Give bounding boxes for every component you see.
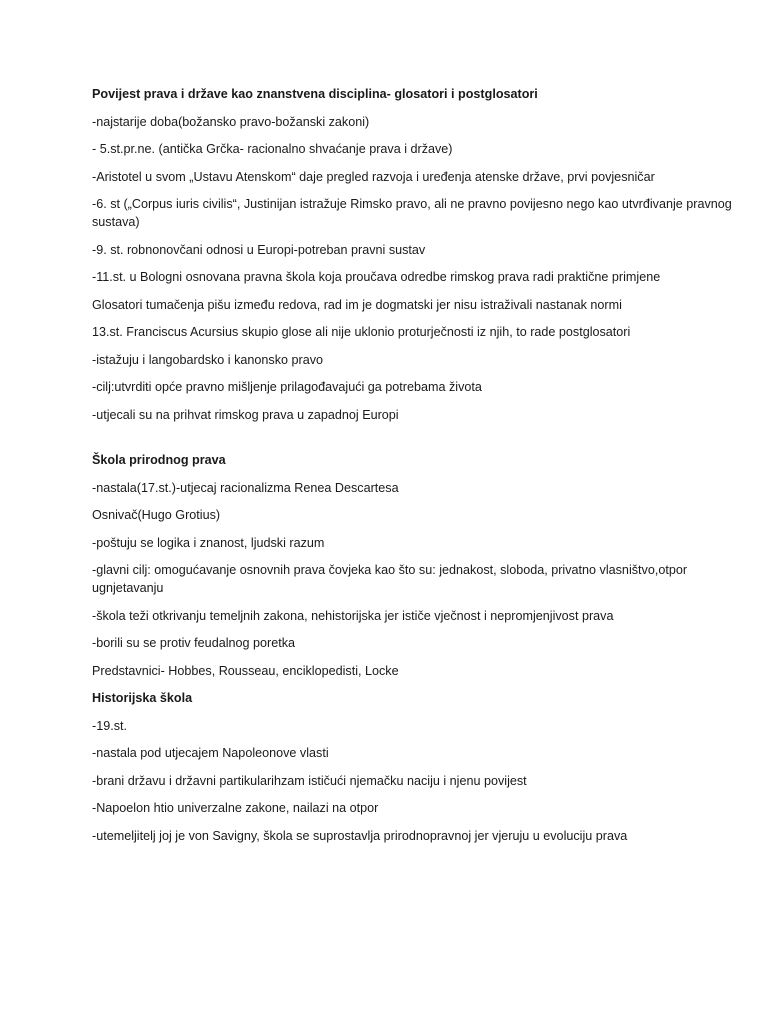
document-page <box>92 85 732 854</box>
paragraph: -najstarije doba(božansko pravo-božanski zakoni) <box>92 114 370 129</box>
paragraph: 13.st. Franciscus Acursius skupio glose ali nije uklonio proturječnosti iz njih, to rade postglosatori <box>92 325 631 339</box>
section-heading: Škola prirodnog prava <box>92 453 226 467</box>
paragraph: - 5.st.pr.ne. (antička Grčka- racionalno shvaćanje prava i države) <box>92 142 453 156</box>
paragraph-spacer <box>92 433 732 451</box>
paragraph: Osnivač(Hugo Grotius) <box>92 508 221 522</box>
paragraph: -6. st („Corpus iuris civilis“, Justinijan istražuje Rimsko pravo, ali ne pravno povijesno nego kao utvrđivanje pravnog sustava) <box>92 197 732 229</box>
paragraph: Predstavnici- Hobbes, Rousseau, enciklopedisti, Locke <box>92 663 399 678</box>
paragraph: Glosatori tumačenja pišu između redova, rad im je dogmatski jer nisu istraživali nastanak normi <box>92 297 622 312</box>
paragraph: -borili su se protiv feudalnog poretka <box>92 636 296 650</box>
paragraph: -glavni cilj: omogućavanje osnovnih prava čovjeka kao što su: jednakost, sloboda, privatno vlasništvo,otpor ugnjetavanju <box>92 563 688 595</box>
section-heading: Historijska škola <box>92 691 193 705</box>
paragraph: -brani državu i državni partikularihzam ističući njemačku naciju i njenu povijest <box>92 773 527 788</box>
paragraph: -utemeljitelj joj je von Savigny, škola se suprostavlja prirodnopravnoj jer vjeruju u evoluciju prava <box>92 828 628 843</box>
paragraph: -cilj:utvrditi opće pravno mišljenje prilagođavajući ga potrebama života <box>92 380 482 394</box>
section-heading: Povijest prava i države kao znanstvena disciplina- glosatori i postglosatori <box>92 87 538 101</box>
paragraph: -poštuju se logika i znanost, ljudski razum <box>92 535 325 550</box>
paragraph: -9. st. robnonovčani odnosi u Europi-potreban pravni sustav <box>92 242 426 257</box>
paragraph: -11.st. u Bologni osnovana pravna škola koja proučava odredbe rimskog prava radi praktične primjene <box>92 270 661 284</box>
paragraph: -Aristotel u svom „Ustavu Atenskom“ daje pregled razvoja i uređenja atenske države, prvi povjesničar <box>92 169 655 184</box>
paragraph: -škola teži otkrivanju temeljnih zakona, nehistorijska jer ističe vječnost i nepromjenjivost prava <box>92 608 614 623</box>
paragraph: -Napoelon htio univerzalne zakone, nailazi na otpor <box>92 801 379 815</box>
paragraph: -nastala pod utjecajem Napoleonove vlasti <box>92 746 329 760</box>
paragraph: -nastala(17.st.)-utjecaj racionalizma Renea Descartesa <box>92 480 399 495</box>
paragraph: -19.st. <box>92 718 127 733</box>
paragraph: -istažuju i langobardsko i kanonsko pravo <box>92 352 324 367</box>
paragraph: -utjecali su na prihvat rimskog prava u zapadnoj Europi <box>92 407 399 422</box>
